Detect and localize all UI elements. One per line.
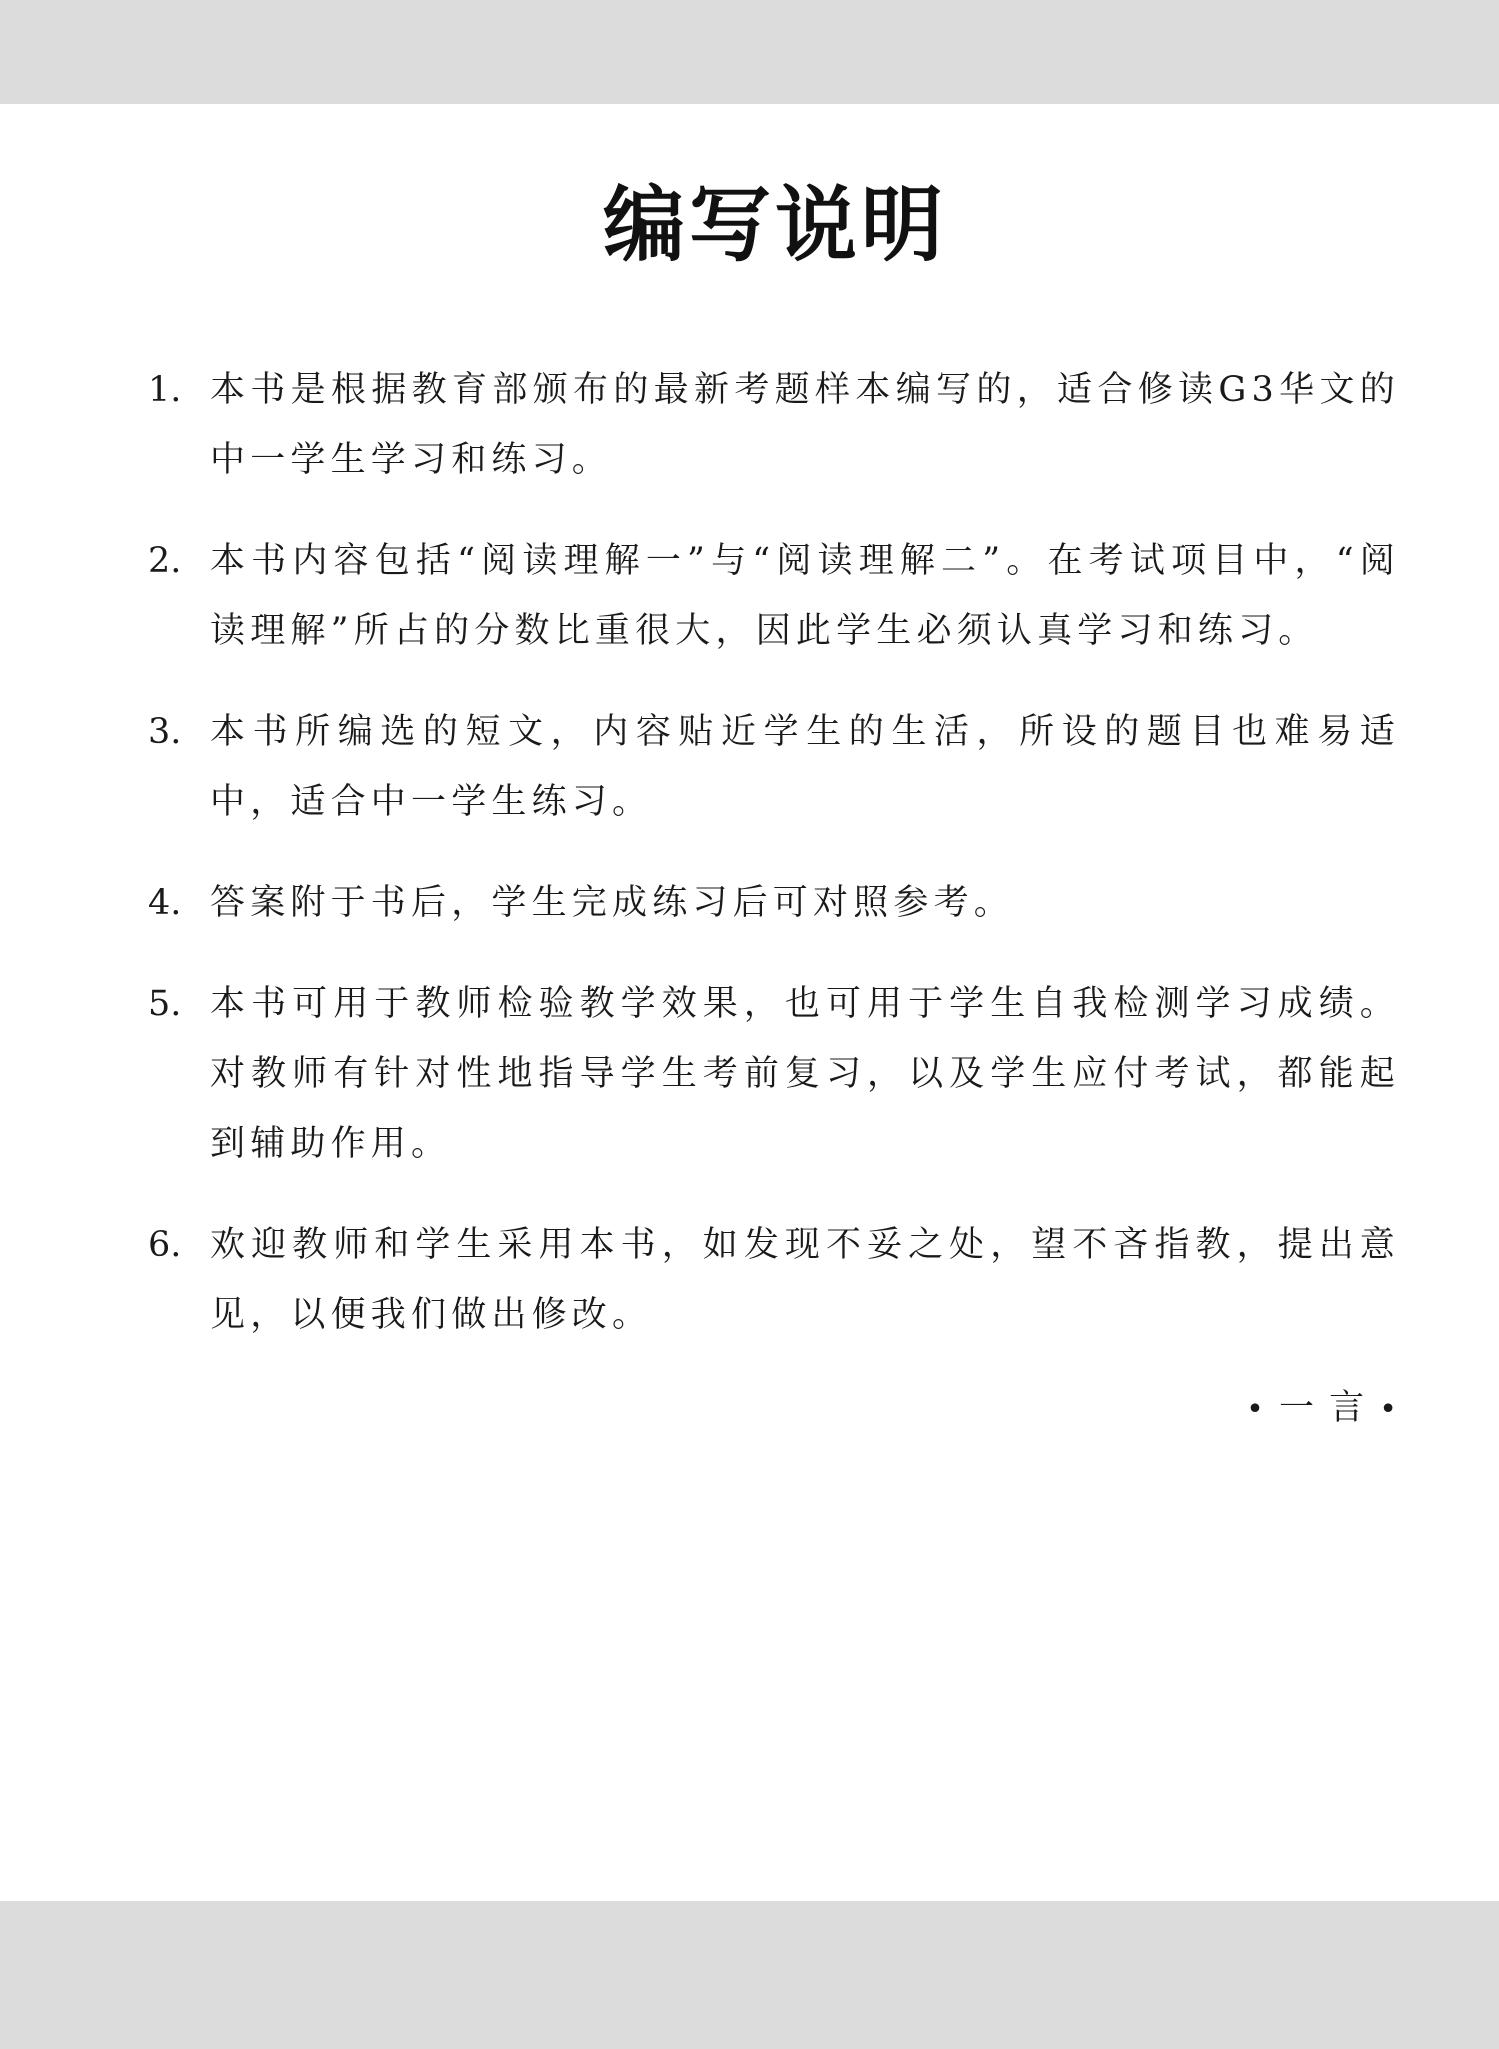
top-margin-band (0, 0, 1499, 104)
item-number: 2. (148, 541, 182, 581)
list-item (148, 526, 1400, 666)
page-title: 编写说明 (602, 178, 947, 273)
item-number: 1. (148, 370, 182, 410)
author-signature (1246, 1380, 1399, 1438)
item-number: 6. (148, 1225, 182, 1265)
bullet-right: • (1379, 1392, 1399, 1427)
item-number: 5. (148, 984, 182, 1024)
item-text: 欢迎教师和学生采用本书，如发现不妥之处，望不吝指教，提出意见，以便我们做出修改。 (210, 1225, 1400, 1335)
item-text: 本书可用于教师检验教学效果，也可用于学生自我检测学习成绩。对教师有针对性地指导学生考前复习，以及学生应付考试，都能起到辅助作用。 (210, 984, 1400, 1164)
bottom-margin-band (0, 1901, 1499, 2049)
list-item (148, 969, 1400, 1179)
author-name: 一 言 (1279, 1388, 1367, 1428)
item-number: 3. (148, 712, 182, 752)
item-text: 本书是根据教育部颁布的最新考题样本编写的，适合修读G3华文的中一学生学习和练习。 (210, 370, 1400, 480)
item-number: 4. (148, 883, 182, 923)
item-text: 本书内容包括“阅读理解一”与“阅读理解二”。在考试项目中，“阅读理解”所占的分数比重很大，因此学生必须认真学习和练习。 (210, 541, 1400, 651)
list-item (148, 355, 1400, 495)
item-text: 本书所编选的短文，内容贴近学生的生活，所设的题目也难易适中，适合中一学生练习。 (210, 712, 1400, 822)
list-item (148, 1210, 1400, 1350)
item-text: 答案附于书后，学生完成练习后可对照参考。 (210, 883, 1015, 923)
bullet-left: • (1246, 1392, 1266, 1427)
list-item (148, 697, 1400, 837)
instruction-list (148, 355, 1400, 1381)
list-item (148, 868, 1400, 938)
